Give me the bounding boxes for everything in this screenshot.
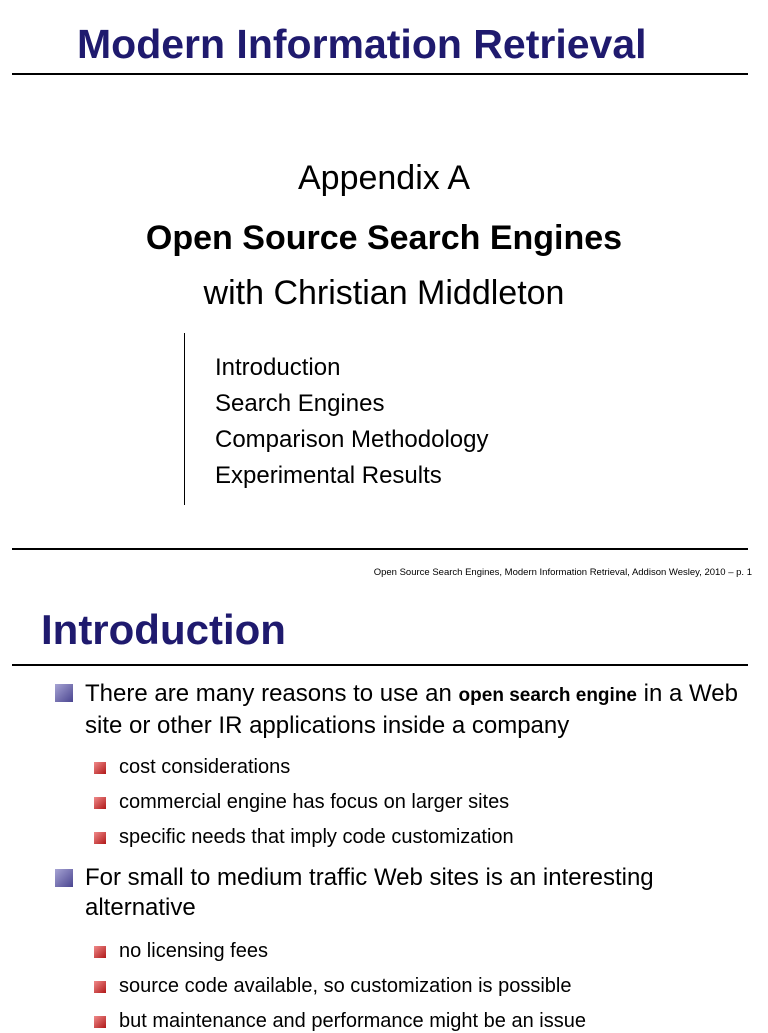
sub-bullet-text: specific needs that imply code customization <box>119 826 514 848</box>
bullet-text-part: There are many reasons to use an <box>85 680 459 707</box>
sub-bullet-text: but maintenance and performance might be an issue <box>119 1010 586 1032</box>
sub-bullet-square-icon <box>94 762 106 774</box>
chapter-title: Open Source Search Engines <box>145 219 623 257</box>
bullet-square-icon <box>55 684 73 702</box>
outline-divider <box>184 333 185 505</box>
sub-bullet-text: source code available, so customization is possible <box>119 975 572 997</box>
sub-bullet-square-icon <box>94 832 106 844</box>
appendix-label: Appendix A <box>297 159 471 197</box>
sub-bullet-square-icon <box>94 797 106 809</box>
outline-item: Experimental Results <box>215 462 442 489</box>
outline-item: Introduction <box>215 354 341 381</box>
bullet-square-icon <box>55 869 73 887</box>
title-rule <box>12 73 748 75</box>
title-rule <box>12 664 748 666</box>
outline-list <box>215 350 488 494</box>
sub-bullet-square-icon <box>94 946 106 958</box>
sub-bullet-text: no licensing fees <box>119 940 268 962</box>
slide1-title: Modern Information Retrieval <box>77 21 647 67</box>
bullet-text: For small to medium traffic Web sites is an interesting alternative <box>85 864 654 921</box>
slide-footer: Open Source Search Engines, Modern Information Retrieval, Addison Wesley, 2010 – p. 1 <box>373 567 752 578</box>
bullet-text-part: in a Web site or other IR applications inside a company <box>85 680 738 739</box>
coauthor-line: with Christian Middleton <box>203 274 565 312</box>
sub-bullet-square-icon <box>94 981 106 993</box>
outline-item: Search Engines <box>215 390 385 417</box>
bullet-text <box>85 679 745 741</box>
bullet-emphasis: open search engine <box>458 685 637 706</box>
slide2-title: Introduction <box>41 606 286 653</box>
sub-bullet-text: cost considerations <box>119 756 291 778</box>
outline-item: Comparison Methodology <box>215 426 489 453</box>
footer-rule <box>12 548 748 550</box>
sub-bullet-square-icon <box>94 1016 106 1028</box>
sub-bullet-text: commercial engine has focus on larger sites <box>119 791 510 813</box>
